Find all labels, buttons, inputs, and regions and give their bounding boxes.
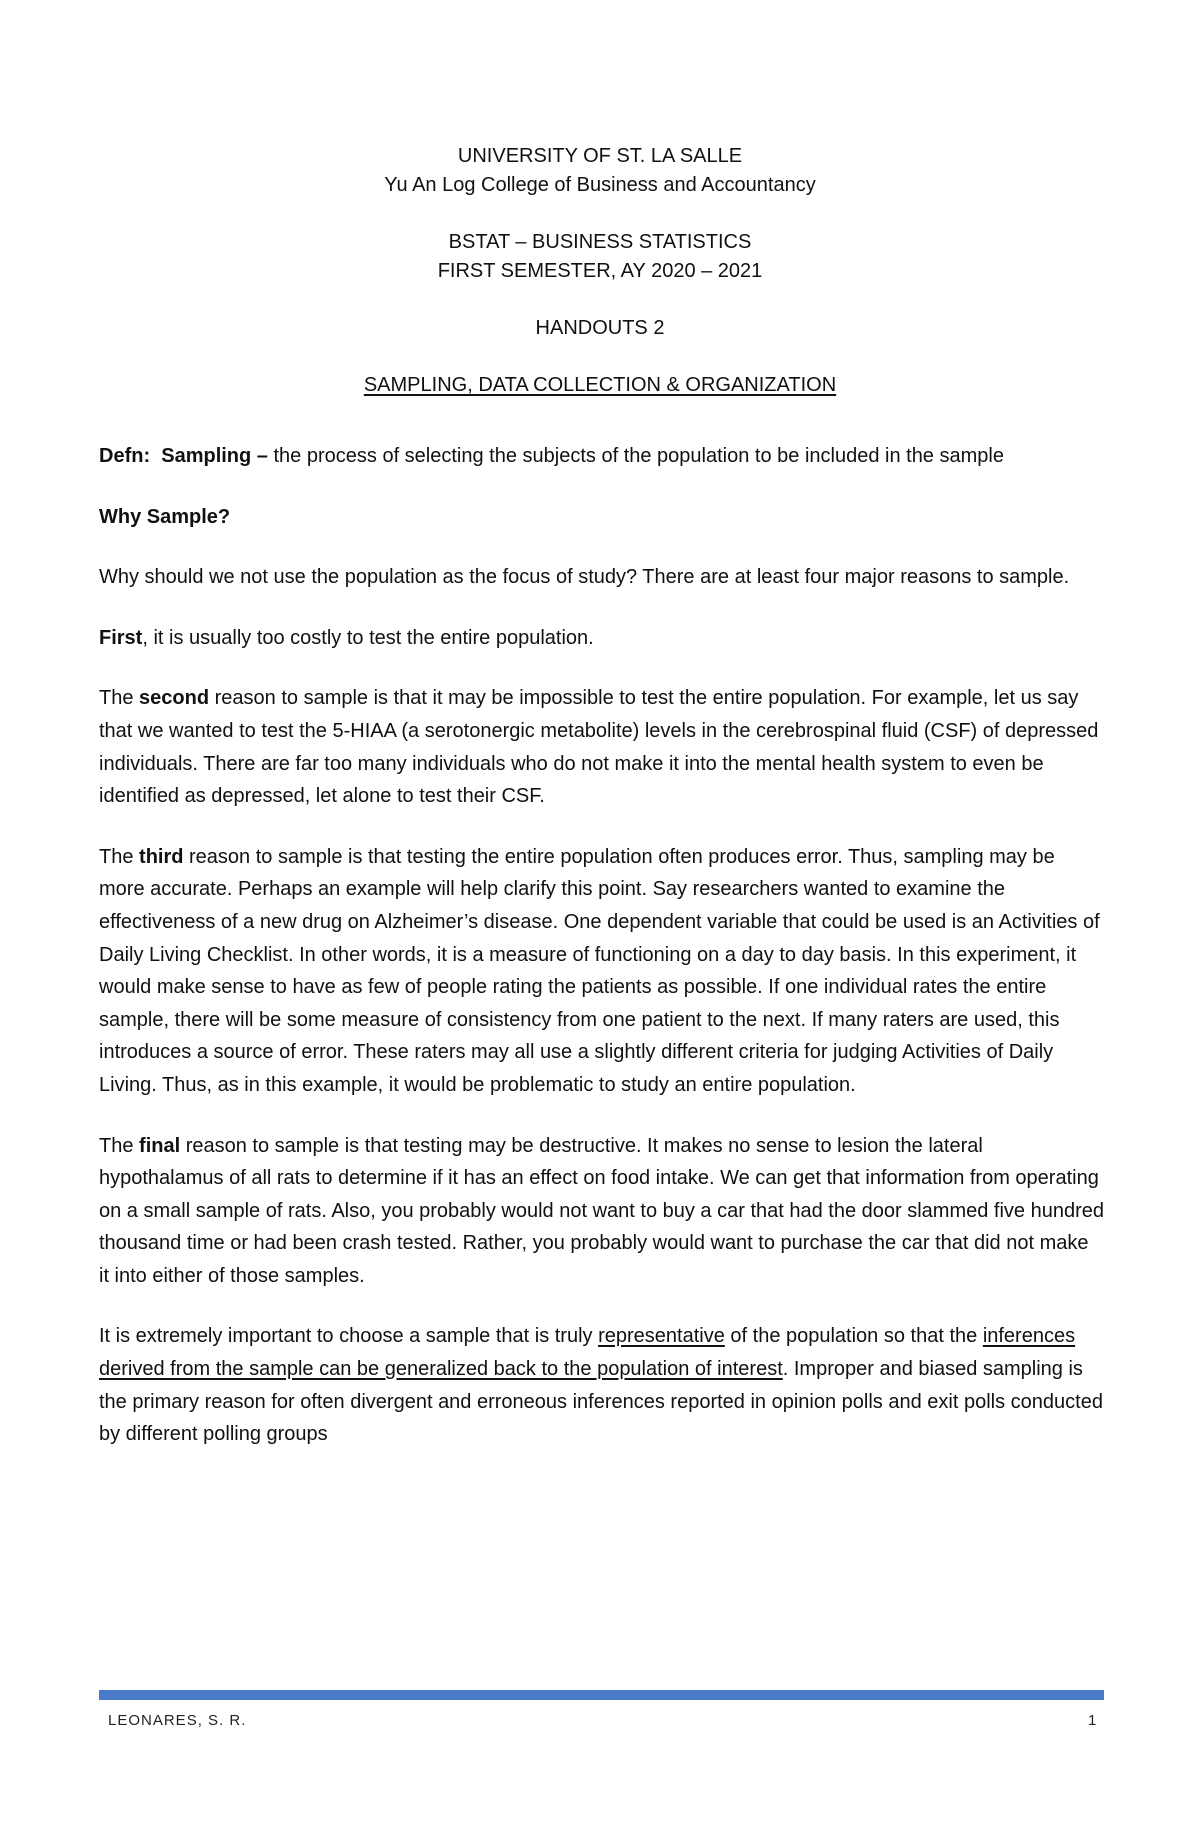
reason-first-keyword: First: [99, 626, 143, 649]
footer-page-number: 1: [1088, 1712, 1097, 1729]
topic-title: SAMPLING, DATA COLLECTION & ORGANIZATION: [363, 374, 837, 396]
closing-part2: of the population so that the: [724, 1325, 983, 1348]
footer-divider-bar: [99, 1690, 1104, 1700]
reason-final-keyword: final: [139, 1134, 181, 1157]
reason-second-text: reason to sample is that it may be impossible to test the entire population. For example, let us say that we wanted to test the 5-HIAA (a serotonergic metabolite) levels in the cerebrospinal fluid (CSF) of depressed individuals. There are far too many individuals who do not make it into the mental health system to even be identified as depressed, let alone to test their CSF.: [99, 687, 1099, 808]
reason-third-text: reason to sample is that testing the entire population often produces error. Thus, sampling may be more accurate. Perhaps an example will help clarify this point. Say researchers wanted to examine the effectiveness of a new drug on Alzheimer’s disease. One dependent variable that could be used is an Activities of Daily Living Checklist. In other words, it is a measure of functioning on a day to day basis. In this experiment, it would make sense to have as few of people rating the patients as possible. If one individual rates the entire sample, there will be some measure of consistency from one patient to the next. If many raters are used, this introduces a source of error. These raters may all use a slightly different criteria for judging Activities of Daily Living. Thus, as in this example, it would be problematic to study an entire population.: [99, 845, 1100, 1096]
college-name: Yu An Log College of Business and Accountancy: [384, 174, 816, 196]
definition-text: the process of selecting the subjects of the population to be included in the sample: [267, 445, 1004, 467]
document-header: [0, 142, 1200, 400]
handout-number: HANDOUTS 2: [535, 317, 665, 339]
reason-third-keyword: third: [139, 845, 184, 868]
closing-underline-inferences: inferences derived from the sample can be generalized back to the population of interest: [99, 1325, 1076, 1381]
definition-label: Defn:: [99, 445, 151, 467]
closing-paragraph: [99, 1320, 1104, 1450]
closing-part1: It is extremely important to choose a sample that is truly: [99, 1325, 599, 1348]
reason-second-pre: The: [99, 687, 140, 710]
university-name: UNIVERSITY OF ST. LA SALLE: [457, 145, 743, 167]
reason-final-text: reason to sample is that testing may be destructive. It makes no sense to lesion the lateral hypothalamus of all rats to determine if it has an effect on food intake. We can get that information from operating on a small sample of rats. Also, you probably would not want to buy a car that had the door slammed five hundred thousand time or had been crash tested. Rather, you probably would want to purchase the car that did not make it into either of those samples.: [99, 1134, 1105, 1287]
course-title: BSTAT – BUSINESS STATISTICS: [448, 231, 752, 253]
closing-part3: . Improper and biased sampling is the primary reason for often divergent and erroneous inferences reported in opinion polls and exit polls conducted by different polling groups: [99, 1358, 1103, 1446]
reason-second-paragraph: [99, 682, 1104, 812]
semester-label: FIRST SEMESTER, AY 2020 – 2021: [437, 260, 763, 282]
document-body: [99, 440, 1104, 1479]
definition-term: Sampling –: [161, 445, 268, 467]
definition-paragraph: [99, 440, 1104, 473]
reason-final-pre: The: [99, 1134, 140, 1157]
footer-author: LEONARES, S. R.: [108, 1712, 247, 1729]
why-sample-intro: Why should we not use the population as the focus of study? There are at least four major reasons to sample.: [99, 566, 1070, 589]
reason-first-text: , it is usually too costly to test the entire population.: [142, 626, 594, 649]
reason-first-paragraph: [99, 622, 1104, 655]
closing-underline-representative: representative: [598, 1325, 725, 1348]
reason-third-pre: The: [99, 845, 140, 868]
reason-second-keyword: second: [139, 687, 210, 710]
reason-third-paragraph: [99, 841, 1104, 1102]
reason-final-paragraph: [99, 1130, 1104, 1293]
why-sample-heading: Why Sample?: [99, 505, 231, 528]
